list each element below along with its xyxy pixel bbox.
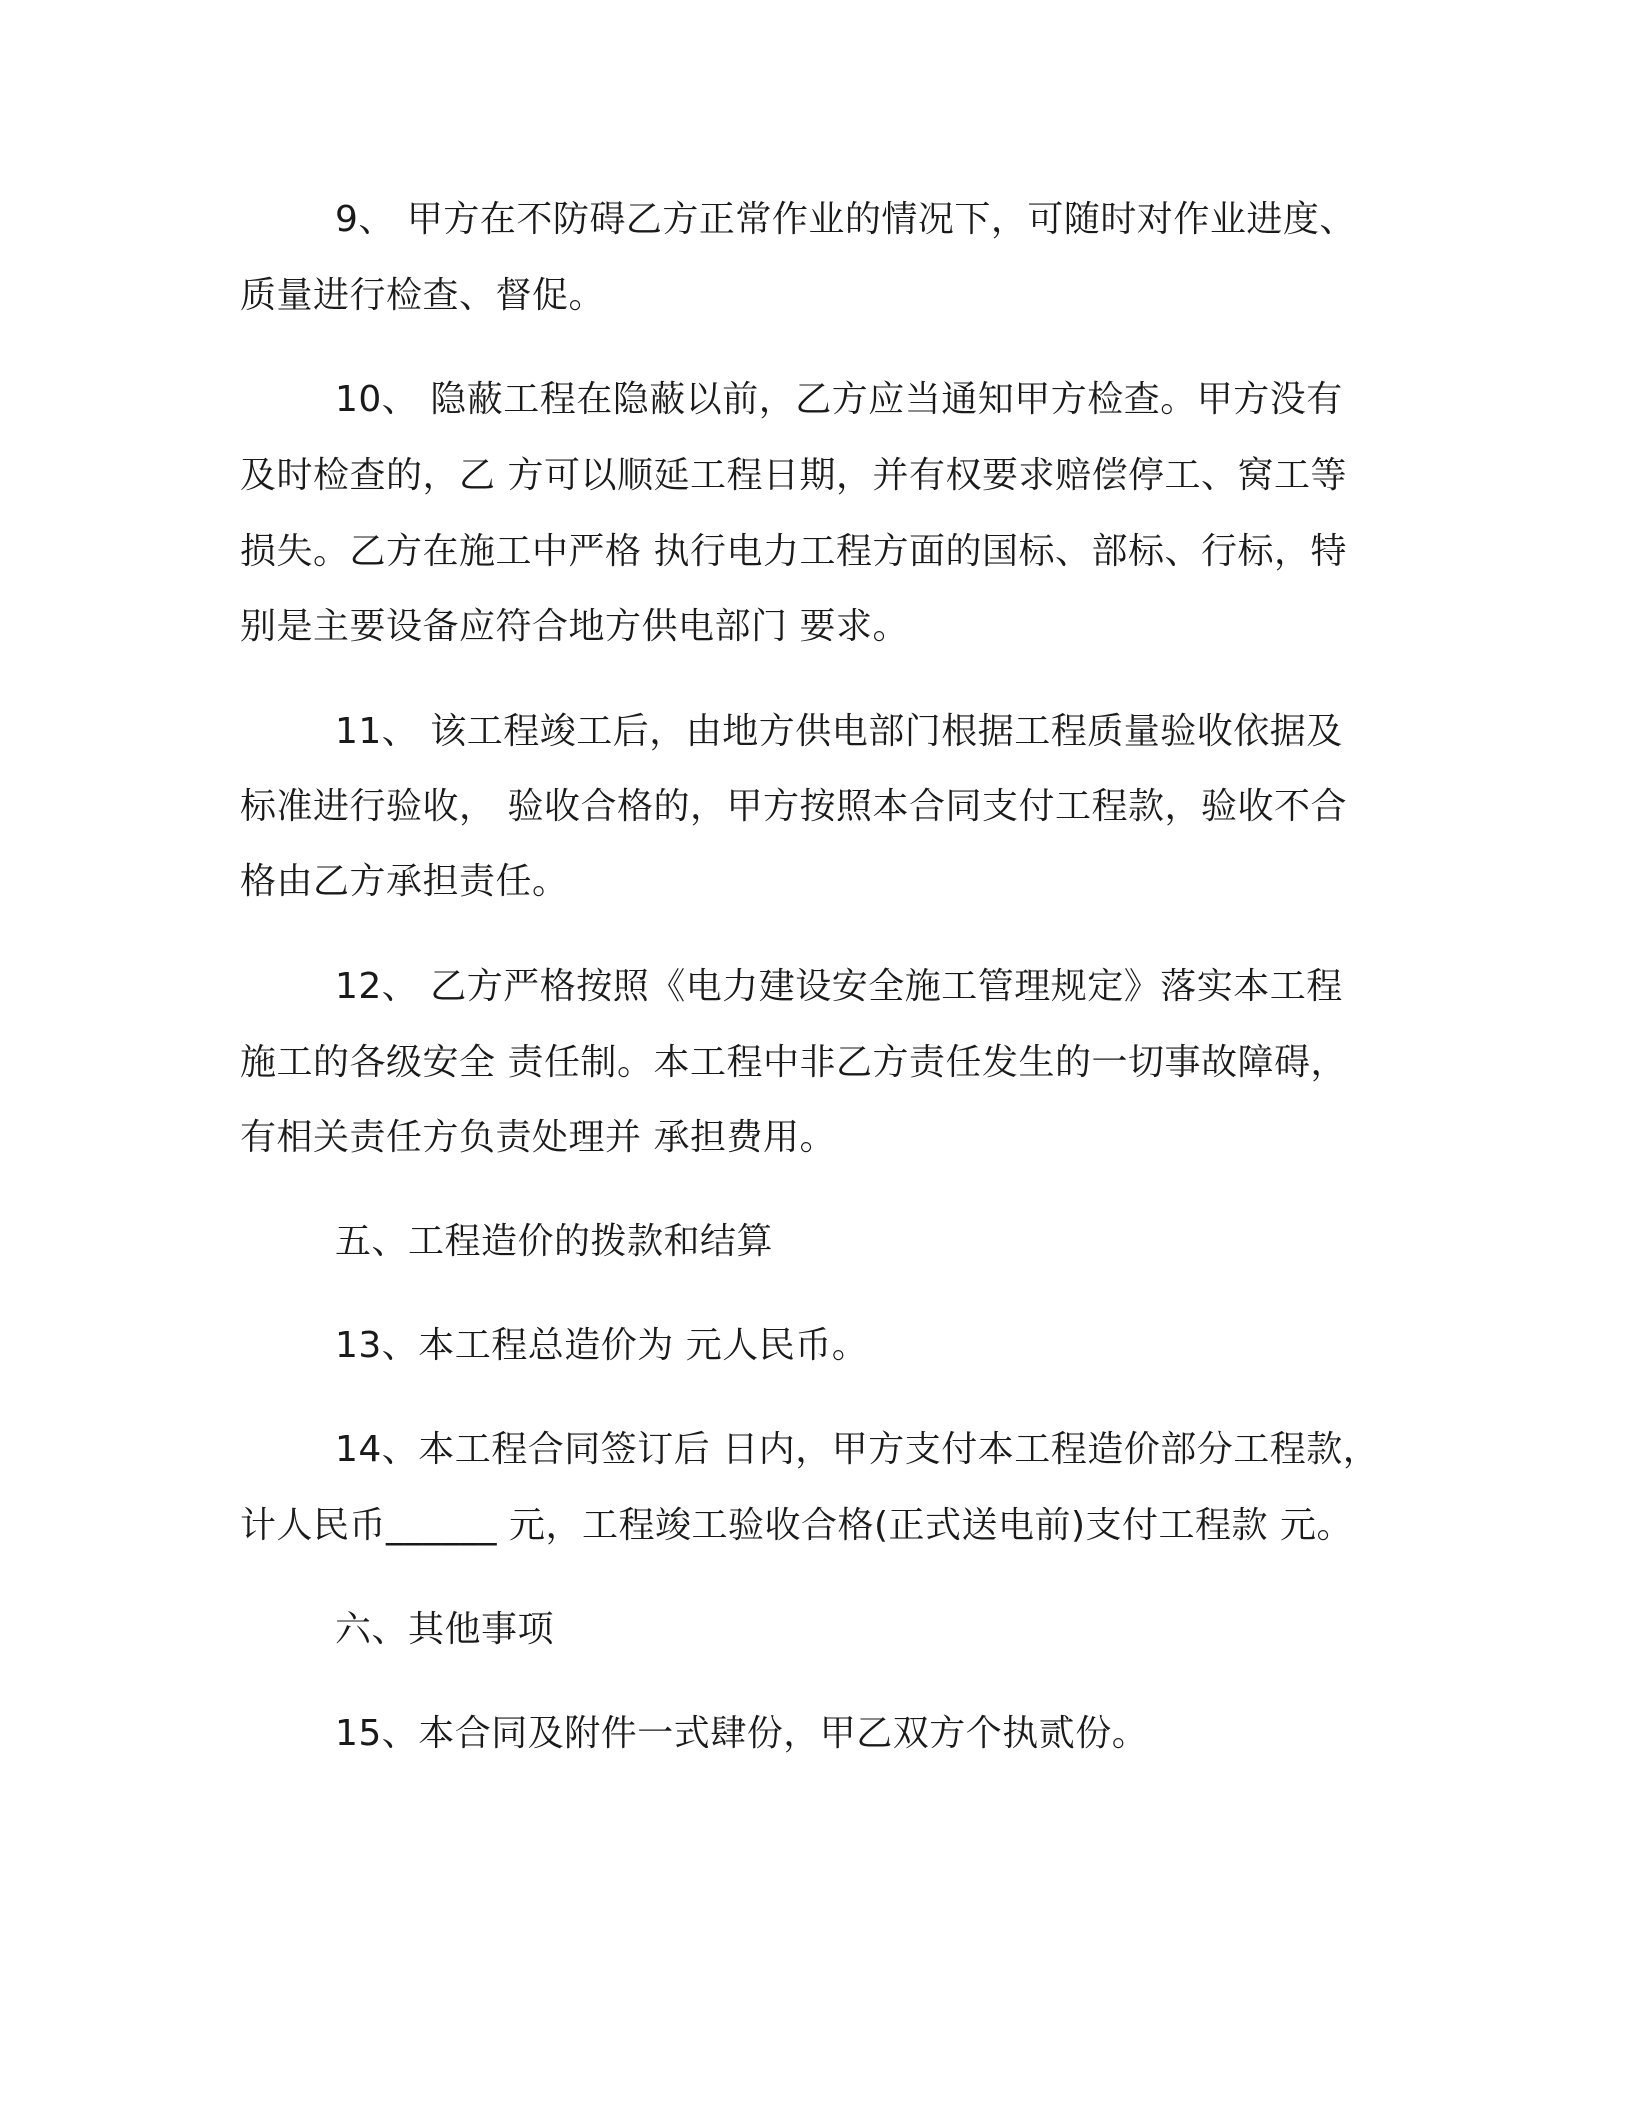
clause-14-line-2: 计人民币______ 元，工程竣工验收合格(正式送电前)支付工程款 元。 [240,1505,1353,1546]
clause-12-line-2: 施工的各级安全 责任制。本工程中非乙方责任发生的一切事故障碍， [240,1042,1347,1083]
clause-9-line-2: 质量进行检查、督促。 [240,275,606,316]
clause-12-line-1: 12、 乙方严格按照《电力建设安全施工管理规定》落实本工程 [335,966,1343,1007]
clause-14-line-1: 14、本工程合同签订后 日内，甲方支付本工程造价部分工程款， [335,1429,1380,1470]
clause-10-line-4: 别是主要设备应符合地方供电部门 要求。 [240,606,909,647]
section-6-heading: 六、其他事项 [335,1609,555,1650]
clause-11-line-3: 格由乙方承担责任。 [240,861,569,902]
clause-11-line-1: 11、 该工程竣工后，由地方供电部门根据工程质量验收依据及 [335,711,1343,752]
clause-12-line-3: 有相关责任方负责处理并 承担费用。 [240,1117,836,1158]
clause-10-line-3: 损失。乙方在施工中严格 执行电力工程方面的国标、部标、行标，特 [240,531,1347,572]
section-5-heading: 五、工程造价的拨款和结算 [335,1221,774,1262]
clause-10-line-1: 10、 隐蔽工程在隐蔽以前，乙方应当通知甲方检查。甲方没有 [335,379,1343,420]
clause-10-line-2: 及时检查的，乙 方可以顺延工程日期，并有权要求赔偿停工、窝工等 [240,455,1347,496]
clause-9-line-1: 9、 甲方在不防碍乙方正常作业的情况下，可随时对作业进度、 [335,199,1356,240]
clause-11-line-2: 标准进行验收， 验收合格的，甲方按照本合同支付工程款，验收不合 [240,786,1347,827]
clause-13-line-1: 13、本工程总造价为 元人民币。 [335,1325,869,1366]
clause-15-line-1: 15、本合同及附件一式肆份，甲乙双方个执贰份。 [335,1713,1149,1754]
